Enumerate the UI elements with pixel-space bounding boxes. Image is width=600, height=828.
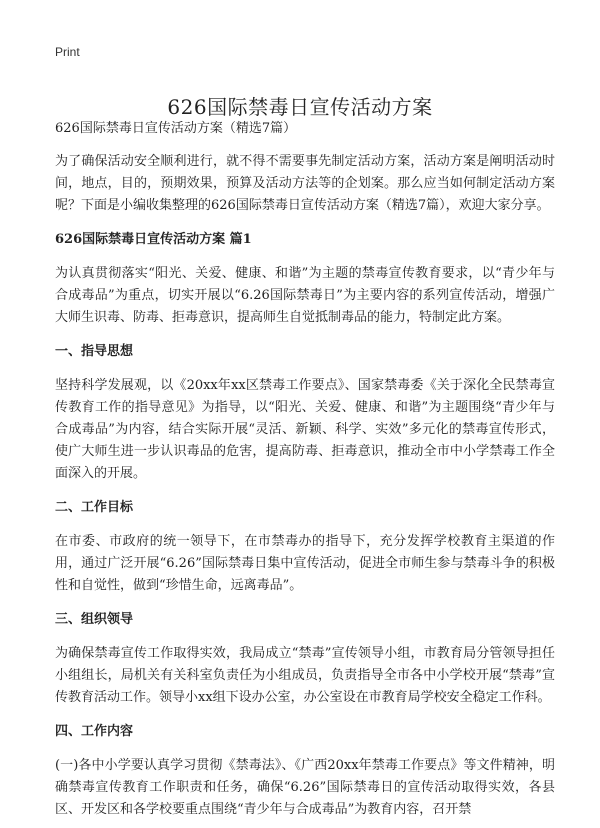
section-guiding-ideology-heading: 一、指导思想: [55, 344, 134, 359]
section-organization-heading: 三、组织领导: [55, 612, 134, 627]
part1-heading: 626国际禁毒日宣传活动方案 篇1: [55, 232, 252, 247]
section-work-goals-heading: 二、工作目标: [55, 500, 134, 515]
section-work-goals-body: 在市委、市政府的统一领导下，在市禁毒办的指导下，充分发挥学校教育主渠道的作用，通过广泛开展“6.26”国际禁毒日集中宣传活动，促进全市师生参与禁毒斗争的积极性和自觉性，做到“珍惜生命，远离毒品”。: [55, 534, 555, 593]
print-link[interactable]: Print: [55, 45, 80, 59]
part1-intro-paragraph: 为认真贯彻落实“阳光、关爱、健康、和谐”为主题的禁毒宣传教育要求，以“青少年与合成毒品”为重点，切实开展以“6.26国际禁毒日”为主要内容的系列宣传活动，增强广大师生识毒、防毒、拒毒意识，提高师生自觉抵制毒品的能力，特制定此方案。: [55, 266, 555, 325]
section-organization-body: 为确保禁毒宣传工作取得实效，我局成立“禁毒”宣传领导小组，市教育局分管领导担任小组组长，局机关有关科室负责任为小组成员，负责指导全市各中小学校开展“禁毒”宣传教育活动工作。领导小xx组下设办公室，办公室设在市教育局学校安全稳定工作科。: [55, 646, 555, 705]
document-body: [55, 118, 555, 828]
page-title: 626国际禁毒日宣传活动方案: [167, 95, 433, 120]
section-work-content-body: (一)各中小学要认真学习贯彻《禁毒法》、《广西20xx年禁毒工作要点》等文件精神，明确禁毒宣传教育工作职责和任务，确保“6.26”国际禁毒日的宣传活动取得实效，各县区、开发区和各学校要重点围绕“青少年与合成毒品”为教育内容，召开禁: [55, 758, 555, 817]
section-work-content-heading: 四、工作内容: [55, 724, 134, 739]
intro-paragraph: 为了确保活动安全顺利进行，就不得不需要事先制定活动方案，活动方案是阐明活动时间，地点，目的，预期效果，预算及活动方法等的企划案。那么应当如何制定活动方案呢？下面是小编收集整理的626国际禁毒日宣传活动方案（精选7篇），欢迎大家分享。: [55, 154, 555, 213]
section-guiding-ideology-body: 坚持科学发展观，以《20xx年xx区禁毒工作要点》、国家禁毒委《关于深化全民禁毒宣传教育工作的指导意见》为指导，以“阳光、关爱、健康、和谐”为主题围绕“青少年与合成毒品”为内容，结合实际开展“灵活、新颖、科学、实效”多元化的禁毒宣传形式，使广大师生进一步认识毒品的危害，提高防毒、拒毒意识，推动全市中小学禁毒工作全面深入的开展。: [55, 378, 555, 481]
document-subtitle: 626国际禁毒日宣传活动方案（精选7篇）: [55, 121, 297, 136]
